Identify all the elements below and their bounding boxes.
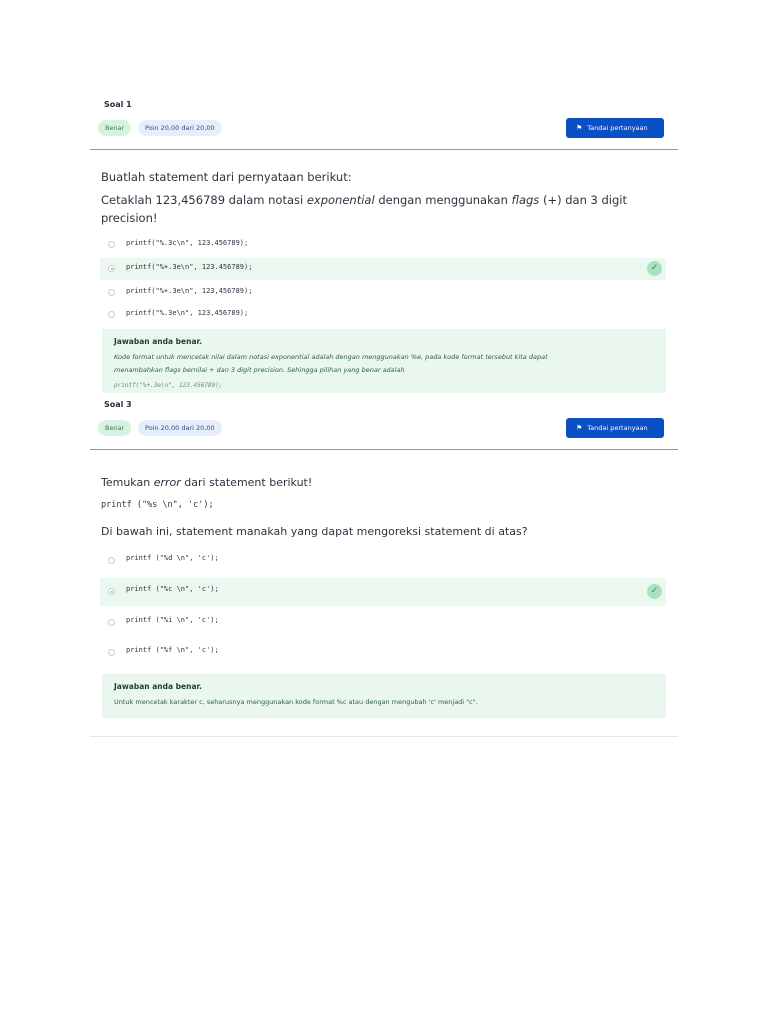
radio-button[interactable] — [108, 289, 115, 296]
feedback-box — [102, 674, 666, 718]
feedback-text: Untuk mencetak karakter c, seharusnya menggunakan kode format %c atau dengan mengubah 'c' menjadi "c". — [114, 698, 478, 706]
answer-option-selected[interactable] — [100, 258, 666, 280]
answer-option-text: printf ("%c \n", 'c'); — [126, 585, 219, 593]
radio-button[interactable] — [108, 311, 115, 318]
answer-option-text: printf("%+.3e\n", 123,456789); — [126, 287, 253, 295]
question-1 — [90, 92, 678, 389]
radio-button[interactable] — [108, 241, 115, 248]
feedback-title: Jawaban anda benar. — [114, 682, 202, 691]
feedback-text: Kode format untuk mencetak nilai dalam notasi exponential adalah dengan menggunakan %e, pada kode format tersebut kita dapat — [114, 353, 548, 361]
question-prompt — [101, 476, 312, 489]
answer-option-text: printf ("%f \n", 'c'); — [126, 646, 219, 654]
radio-button[interactable] — [108, 588, 115, 595]
question-body-emphasis: exponential — [306, 193, 375, 207]
points-badge: Poin 20,00 dari 20,00 — [138, 120, 222, 136]
feedback-box — [102, 329, 666, 393]
status-badge: Benar — [98, 420, 131, 436]
answer-option[interactable] — [100, 304, 666, 326]
answer-option[interactable] — [100, 282, 666, 304]
radio-button[interactable] — [108, 265, 115, 272]
question-body-text: dengan menggunakan — [374, 193, 512, 207]
question-title: Soal 1 — [104, 100, 132, 109]
points-badge: Poin 20,00 dari 20,00 — [138, 420, 222, 436]
flag-question-label: Tandai pertanyaan — [587, 424, 648, 432]
question-prompt-emphasis: error — [153, 476, 181, 489]
answer-option-text: printf("%+.3e\n", 123.456789); — [126, 263, 253, 271]
question-header — [90, 92, 678, 144]
question-prompt-text: dari statement berikut! — [180, 476, 313, 489]
feedback-code: printf("%+.3e\n", 123.456789); — [114, 382, 223, 389]
feedback-title: Jawaban anda benar. — [114, 337, 202, 346]
question-3 — [90, 392, 678, 706]
question-divider — [90, 149, 678, 150]
answer-option-text: printf ("%i \n", 'c'); — [126, 616, 219, 624]
answer-option-text: printf ("%d \n", 'c'); — [126, 554, 219, 562]
question-body-text: Cetaklah 123,456789 dalam notasi — [101, 193, 307, 207]
answer-option-text: printf("%.3e\n", 123,456789); — [126, 309, 249, 317]
question-title: Soal 3 — [104, 400, 132, 409]
answer-option[interactable] — [100, 611, 666, 635]
answer-option-selected[interactable] — [100, 578, 666, 606]
radio-button[interactable] — [108, 649, 115, 656]
section-divider — [90, 736, 678, 737]
feedback-text: menambahkan flags bernilai + dan 3 digit precision. Sehingga pilihan yang benar adalah — [114, 366, 405, 374]
question-header — [90, 392, 678, 444]
flag-question-button[interactable] — [566, 118, 664, 138]
question-body-emphasis: flags — [511, 193, 540, 207]
flag-question-label: Tandai pertanyaan — [587, 124, 648, 132]
answer-option-text: printf("%.3c\n", 123.456789); — [126, 239, 249, 247]
answer-option[interactable] — [100, 641, 666, 665]
question-text: Di bawah ini, statement manakah yang dapat mengoreksi statement di atas? — [101, 525, 528, 538]
question-code: printf ("%s \n", 'c'); — [101, 500, 214, 510]
question-body — [101, 193, 627, 207]
flag-question-button[interactable] — [566, 418, 664, 438]
radio-button[interactable] — [108, 619, 115, 626]
question-prompt-text: Temukan — [101, 476, 154, 489]
status-badge: Benar — [98, 120, 131, 136]
check-circle-icon: ✓ — [647, 261, 662, 276]
flag-icon: ⚑ — [576, 124, 583, 132]
answer-option[interactable] — [100, 234, 666, 256]
question-body-line2: precision! — [101, 211, 158, 225]
check-circle-icon: ✓ — [647, 584, 662, 599]
answer-option[interactable] — [100, 549, 666, 573]
question-body-text: (+) dan 3 digit — [539, 193, 627, 207]
question-prompt: Buatlah statement dari pernyataan berikut: — [101, 170, 352, 184]
flag-icon: ⚑ — [576, 424, 583, 432]
question-divider — [90, 449, 678, 450]
radio-button[interactable] — [108, 557, 115, 564]
